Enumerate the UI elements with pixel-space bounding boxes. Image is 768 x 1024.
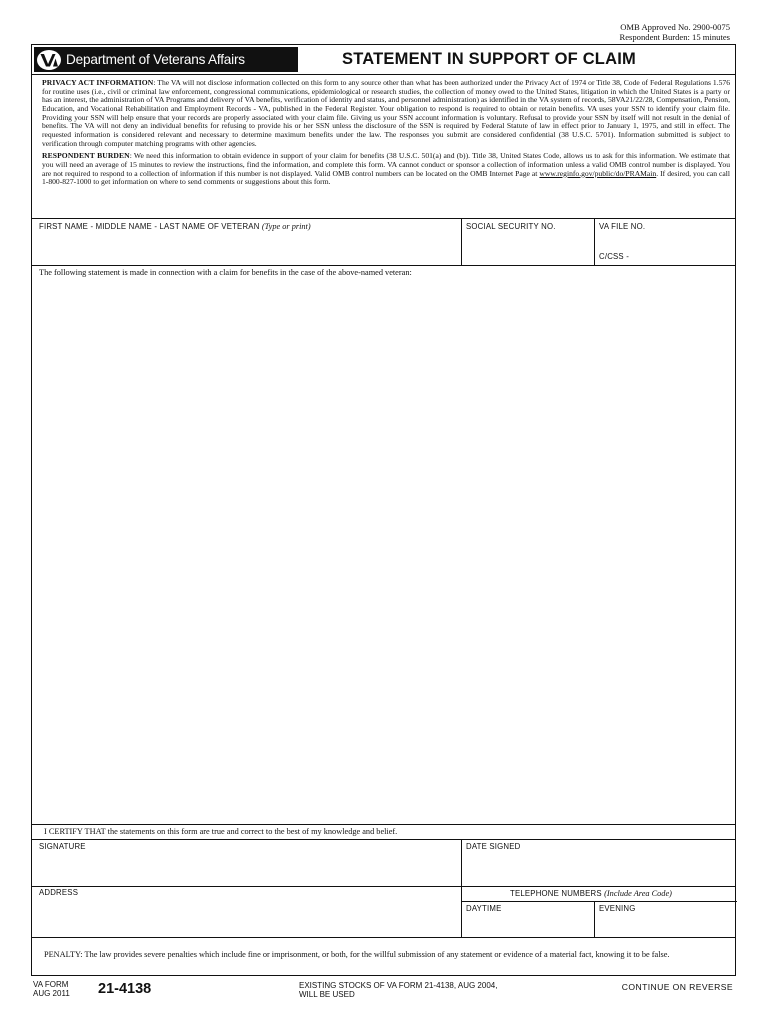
form-title: STATEMENT IN SUPPORT OF CLAIM [342, 50, 636, 68]
penalty-text: The law provides severe penalties which include fine or imprisonment, or both, for the willful submission of any statement or evidence of a material fact, knowing it to be false. [82, 950, 670, 959]
respondent-burden-text: : We need this information to obtain evidence in support of your claim for benefits (38 U.S.C. 501(a) and (b)). Title 38, United States Code, allows us to ask for this information. We estimate that you will need an average of 15 minutes to review the instructions, find the information, and complete this form. VA cannot conduct or sponsor a collection of information unless a valid OMB control number is displayed. You are not required to respond to a collection of information if this number is not displayed. Valid OMB control numbers can be located on the OMB Internet Page at [42, 151, 730, 178]
date-signed-label: DATE SIGNED [466, 842, 521, 851]
existing-stocks-note: EXISTING STOCKS OF VA FORM 21-4138, AUG 2004, WILL BE USED [299, 981, 498, 999]
certification-text: the statements on this form are true and correct to the best of my knowledge and belief. [105, 827, 398, 836]
evening-phone-input[interactable] [598, 915, 731, 934]
form-frame [31, 44, 736, 976]
divider-line [32, 937, 735, 938]
privacy-act-text: : The VA will not disclose information collected on this form to any source other than what has been authorized under the Privacy Act of 1974 or Title 38, Code of Federal Regulations 1.576 for routine uses (i.e., civil or criminal law enforcement, congressional communications, epidemiological or research studies, the collection of money owed to the United States, litigation in which the United States is a party or has an interest, the administration of VA Programs and delivery of VA benefits, verification of identity and status, and personnel administration) as identified in the VA system of records, 58VA21/22/28, Compensation, Pension, Education, and Vocational Rehabilitation and Employment Records - VA, published in the Federal Register. Your obligation to respond is required to obtain or retain benefits. VA uses your SSN to identify your claim file. Providing your SSN will help ensure that your records are properly associated with your claim file. Giving us your SSN account information is voluntary. Refusal to provide your SSN by itself will not result in the denial of benefits. The VA will not deny an individual benefits for refusing to provide his or her SSN unless the disclosure of the SSN is required by Federal Statute of law in effect prior to January 1, 1975, and still in effect. The requested information is considered relevant and necessary to determine maximum benefits under the law. The responses you submit are considered confidential (38 U.S.C. 5701). Information submitted is subject to verification through computer matching programs with other agencies. [42, 78, 730, 148]
certification-statement [44, 827, 397, 836]
daytime-phone-input[interactable] [465, 915, 590, 934]
va-file-number-input[interactable] [598, 233, 731, 247]
divider-line [32, 839, 735, 840]
form-number: 21-4138 [98, 981, 152, 997]
respondent-burden-time: Respondent Burden: 15 minutes [619, 32, 730, 42]
signature-label: SIGNATURE [39, 842, 86, 851]
certification-heading: I CERTIFY THAT [44, 827, 106, 836]
respondent-burden-text-end: . If desired, you can call 1-800-827-1000 to get information on where to send comments or suggestions about this form. [42, 168, 730, 187]
address-input[interactable] [38, 900, 456, 934]
respondent-burden-paragraph [42, 152, 730, 187]
ccss-label: C/CSS - [599, 252, 629, 261]
continue-on-reverse: CONTINUE ON REVERSE [621, 982, 733, 992]
daytime-phone-label: DAYTIME [466, 904, 502, 913]
divider-line [32, 218, 735, 219]
telephone-numbers-label: TELEPHONE NUMBERS (Include Area Code) [510, 889, 672, 898]
respondent-burden-heading: RESPONDENT BURDEN [42, 151, 130, 161]
penalty-heading: PENALTY: [44, 950, 83, 959]
divider-line [594, 901, 595, 937]
divider-line [32, 265, 735, 266]
ssn-input[interactable] [465, 235, 590, 261]
va-form-label: VA FORM AUG 2011 [33, 980, 70, 998]
ccss-input[interactable] [632, 249, 731, 263]
evening-phone-label: EVENING [599, 904, 636, 913]
agency-name: Department of Veterans Affairs [66, 52, 245, 67]
divider-line [32, 824, 735, 825]
form-edition-date: AUG 2011 [33, 989, 70, 998]
veteran-name-input[interactable] [38, 235, 456, 261]
statement-intro: The following statement is made in connection with a claim for benefits in the case of the above-named veteran: [39, 268, 412, 277]
ssn-label: SOCIAL SECURITY NO. [466, 222, 556, 231]
privacy-act-paragraph [42, 79, 730, 148]
statement-textarea[interactable] [38, 281, 730, 819]
privacy-act-heading: PRIVACY ACT INFORMATION [42, 78, 154, 87]
va-seal-banner [34, 47, 298, 72]
omb-internet-link[interactable]: www.reginfo.gov/public/do/PRAMain [539, 168, 657, 178]
va-logo-icon [34, 47, 64, 72]
notice-section [42, 79, 730, 191]
va-file-number-label: VA FILE NO. [599, 222, 646, 231]
divider-line [461, 901, 737, 902]
omb-block [619, 22, 730, 42]
divider-line [32, 886, 735, 887]
veteran-name-label: FIRST NAME - MIDDLE NAME - LAST NAME OF VETERAN (Type or print) [39, 222, 311, 231]
omb-approved-number: OMB Approved No. 2900-0075 [620, 22, 730, 32]
date-signed-input[interactable] [465, 854, 731, 884]
divider-line [461, 218, 462, 265]
signature-field[interactable] [38, 854, 456, 884]
divider-line [461, 839, 462, 937]
divider-line [594, 218, 595, 265]
address-label: ADDRESS [39, 888, 79, 897]
form-header [32, 45, 735, 75]
penalty-statement [44, 949, 732, 960]
